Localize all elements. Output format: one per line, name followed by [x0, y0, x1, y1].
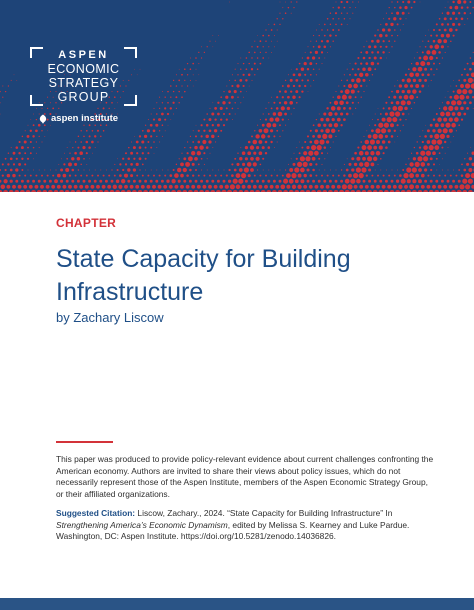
aspen-institute-wordmark — [38, 113, 118, 124]
citation-text-end: , edited by Melissa S. Kearney and Luke Pardue. Washington, DC: Aspen Institute. https://doi.org/10.5281/zenodo.14036826. — [56, 519, 410, 541]
suggested-citation — [56, 508, 436, 543]
aspen-institute-label: aspen institute — [51, 113, 119, 124]
logo-line-group: GROUP — [57, 90, 110, 104]
logo-line-economic: ECONOMIC — [47, 62, 120, 76]
logo-line-aspen: ASPEN — [58, 49, 109, 61]
red-divider — [56, 441, 113, 443]
logo-line-strategy: STRATEGY — [48, 76, 119, 90]
citation-label: Suggested Citation: — [56, 508, 136, 518]
bottom-bar — [0, 598, 474, 610]
chapter-label: CHAPTER — [56, 216, 117, 230]
aspen-leaf-icon — [38, 114, 48, 124]
document-title: State Capacity for Building Infrastructure — [56, 245, 351, 306]
aspen-esg-logo — [30, 47, 137, 127]
citation-book-title: Strengthening America’s Economic Dynamism — [56, 519, 228, 530]
author-byline: by Zachary Liscow — [56, 310, 164, 325]
disclaimer-paragraph: This paper was produced to provide policy-relevant evidence about current challenges confronting the American economy. Authors are invited to share their views about policy issues, which do not necessarily represent those of the Aspen Institute, members of the Aspen Economic Strategy Group, or their affiliated organizations. — [56, 454, 434, 499]
citation-text-start: Liscow, Zachary., 2024. “State Capacity for Building Infrastructure” In — [135, 508, 393, 518]
